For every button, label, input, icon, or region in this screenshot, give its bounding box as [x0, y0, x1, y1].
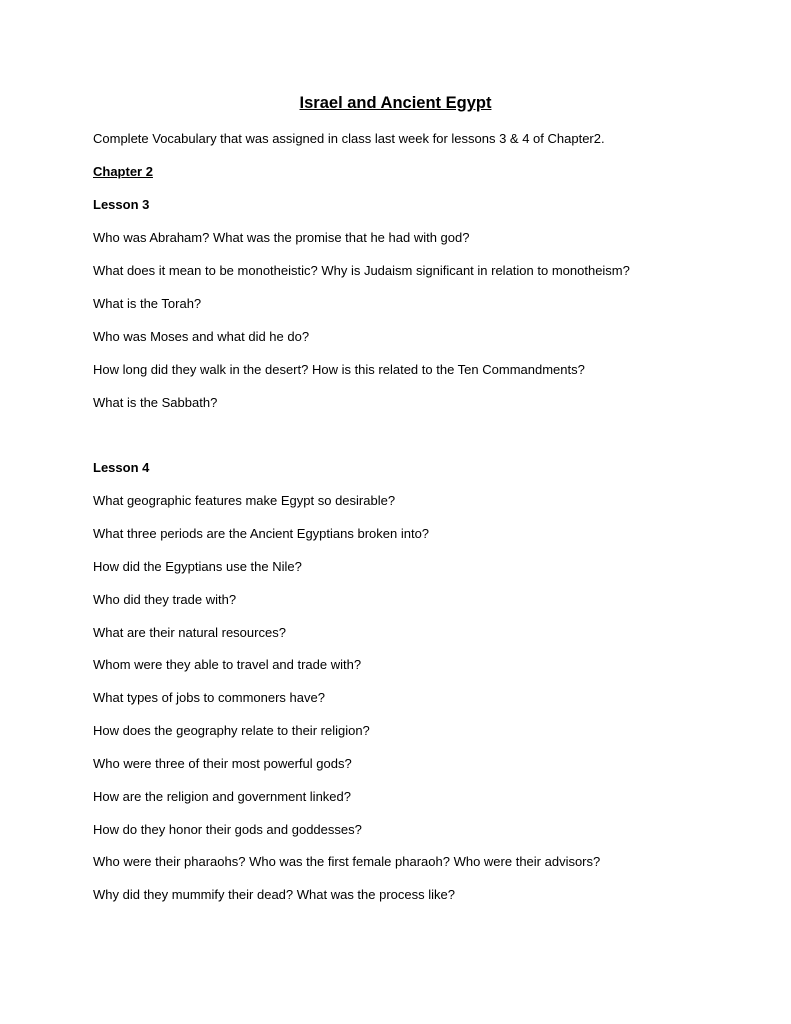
- lesson-3-question: Who was Abraham? What was the promise that he had with god?: [93, 230, 470, 245]
- lesson-4-question: What are their natural resources?: [93, 625, 286, 640]
- lesson-4-question: Who were their pharaohs? Who was the first female pharaoh? Who were their advisors?: [93, 854, 601, 869]
- lesson-3-question: Who was Moses and what did he do?: [93, 329, 310, 344]
- lesson-4-question: How are the religion and government linked?: [93, 789, 351, 804]
- lesson-4-question: Whom were they able to travel and trade with?: [93, 657, 362, 672]
- lesson-4-question: Who did they trade with?: [93, 592, 237, 607]
- lesson-3-question: What is the Torah?: [93, 296, 202, 311]
- lesson-3-heading: Lesson 3: [93, 197, 150, 212]
- lesson-4-question: How does the geography relate to their religion?: [93, 723, 370, 738]
- lesson-3-question: How long did they walk in the desert? How is this related to the Ten Commandments?: [93, 362, 585, 377]
- lesson-3-question: What does it mean to be monotheistic? Why is Judaism significant in relation to monotheism?: [93, 263, 630, 278]
- lesson-4-question: Who were three of their most powerful gods?: [93, 756, 352, 771]
- lesson-4-question: What three periods are the Ancient Egyptians broken into?: [93, 526, 430, 541]
- chapter-heading: Chapter 2: [93, 164, 153, 179]
- lesson-3-question: What is the Sabbath?: [93, 395, 218, 410]
- lesson-4-question: How do they honor their gods and goddesses?: [93, 822, 362, 837]
- intro-text: Complete Vocabulary that was assigned in class last week for lessons 3 & 4 of Chapter2.: [93, 131, 605, 146]
- lesson-4-question: Why did they mummify their dead? What was the process like?: [93, 887, 455, 902]
- page-title: Israel and Ancient Egypt: [299, 94, 492, 112]
- lesson-4-question: How did the Egyptians use the Nile?: [93, 559, 302, 574]
- lesson-4-question: What types of jobs to commoners have?: [93, 690, 325, 705]
- lesson-4-heading: Lesson 4: [93, 460, 150, 475]
- lesson-4-question: What geographic features make Egypt so desirable?: [93, 493, 396, 508]
